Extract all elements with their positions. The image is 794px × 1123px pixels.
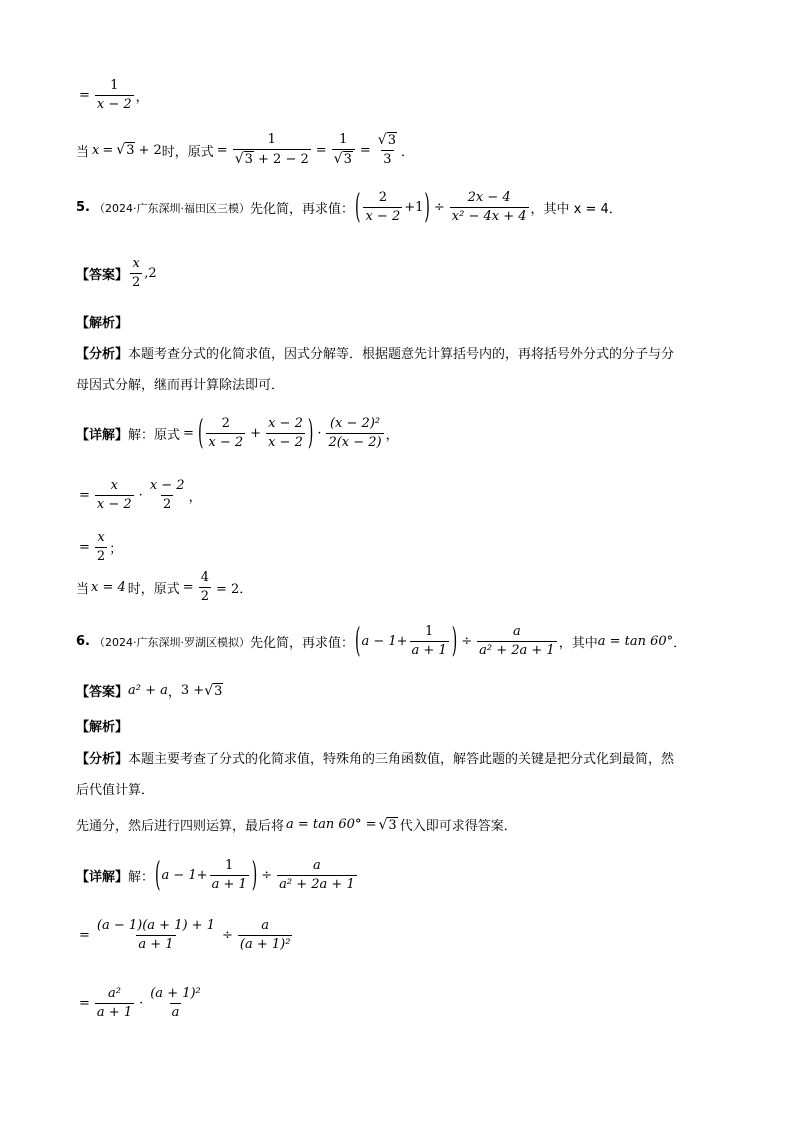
fraction: $\frac{x - 2}{2}$ (149, 478, 185, 512)
fenxi-paragraph-cont: 母因式分解，继而再计算除法即可． (76, 378, 285, 393)
fenxi-paragraph-cont: 后代值计算． (76, 783, 155, 798)
step-line-1: = $\frac{1}{x - 2}$ ， (79, 78, 149, 112)
fraction: 1 √ 3 + 2 − 2 (234, 132, 309, 167)
question-prompt: 先化简，再求值： (249, 636, 354, 651)
fraction: $\frac{1}{a + 1}$ (211, 858, 247, 892)
detail-line-1: 【详解】 解：原式 = ( $\frac{2}{x - 2}$ + $\frac{x - 2}{x - 2}$ ) · $\frac{\text{(x − 2)²}}{2(x - 2)}$ ， (76, 414, 399, 453)
sqrt: √ 3 (116, 142, 135, 158)
fraction: $\frac{1}{a + 1}$ (411, 624, 447, 658)
sqrt: √ 3 (378, 816, 397, 833)
fraction: $\frac{(a - 1)(a + 1) + 1}{a + 1}$ (96, 918, 215, 952)
question-5: 5. （2024·广东深圳·福田区三模） 先化简，再求值： ( $\frac{2}{x - 2}$ +1 ) ÷ $\frac{2x - 4}{\text{x² − 4x + 4}}$ ，其中 x = 4． (76, 188, 622, 227)
fraction: 1 √ 3 (332, 132, 355, 168)
fraction: $\frac{\text{(a + 1)²}}{a}$ (150, 986, 201, 1020)
fraction: $\frac{2x - 4}{\text{x² − 4x + 4}}$ (451, 190, 527, 224)
sqrt: √ 3 (204, 682, 223, 699)
fenxi-paragraph: 【分析】 本题主要考查了分式的化简求值，特殊角的三角函数值，解答此题的关键是把分式化到最简，然 (76, 752, 675, 767)
plan-line: 先通分，然后进行四则运算，最后将 a = tan 60° = √ 3 代入即可求得答案． (76, 816, 517, 834)
question-prompt: 先化简，再求值： (249, 202, 354, 217)
question-number: 5. (76, 200, 90, 215)
question-source: （2024·广东深圳·福田区三模） (93, 201, 250, 215)
fenxi-paragraph: 【分析】 本题考查分式的化简求值，因式分解等．根据题意先计算括号内的，再将括号外分式的分子与分 (76, 347, 675, 362)
fraction: $\frac{2}{x - 2}$ (365, 190, 401, 224)
fraction: $\frac{\text{(x − 2)²}}{2(x - 2)}$ (328, 416, 382, 450)
fraction: √ 3 3 (377, 132, 396, 167)
fraction: $\frac{a}{\text{a² + 2a + 1}}$ (479, 624, 555, 658)
fraction: $\frac{a}{\text{a² + 2a + 1}}$ (279, 858, 355, 892)
fraction: $\frac{1}{x - 2}$ (96, 78, 132, 112)
question-number: 6. (76, 634, 90, 649)
detail-line-1: 【详解】 解： ( a − 1+ $\frac{1}{a + 1}$ ) ÷ $\frac{a}{\text{a² + 2a + 1}}$ (76, 856, 355, 895)
fraction: $\frac{4}{2}$ (200, 570, 209, 604)
fraction: $\frac{a}{\text{(a + 1)²}}$ (239, 918, 291, 952)
analysis-label: 【解析】 (76, 316, 129, 331)
detail-line-4: 当 x = 4 时，原式 = $\frac{4}{2}$ = 2． (76, 570, 253, 604)
answer-label: 【答案】 (76, 685, 129, 700)
detail-line-2: = $\frac{x}{x - 2}$ · $\frac{x - 2}{2}$ ， (79, 478, 202, 512)
fraction: $\frac{\text{a²}}{a + 1}$ (96, 986, 133, 1020)
fraction: $\frac{x}{2}$ (132, 256, 141, 290)
detail-line-3: = $\frac{\text{a²}}{a + 1}$ · $\frac{\text{(a + 1)²}}{a}$ (79, 986, 201, 1020)
question-6: 6. （2024·广东深圳·罗湖区模拟） 先化简，再求值： ( a − 1+ $\frac{1}{a + 1}$ ) ÷ $\frac{a}{\text{a² + 2a + 1}}$ ，其中 a = tan 60° ． (76, 622, 687, 661)
answer-line: 【答案】 $\frac{x}{2}$ ,2 (76, 256, 157, 290)
eq-sign: = (79, 88, 90, 103)
detail-line-2: = $\frac{(a - 1)(a + 1) + 1}{a + 1}$ ÷ $\frac{a}{\text{(a + 1)²}}$ (79, 918, 291, 952)
answer-line: 【答案】 a² + a ， 3 + √ 3 (76, 682, 223, 700)
analysis-label: 【解析】 (76, 720, 129, 735)
fraction: $\frac{x - 2}{x - 2}$ (268, 416, 303, 450)
detail-line-3: = $\frac{x}{2}$ ； (79, 530, 123, 564)
fraction: $\frac{x}{x - 2}$ (96, 478, 132, 512)
fraction: $\frac{2}{x - 2}$ (208, 416, 244, 450)
fraction: $\frac{x}{2}$ (96, 530, 106, 564)
answer-label: 【答案】 (76, 268, 129, 283)
question-source: （2024·广东深圳·罗湖区模拟） (93, 635, 250, 649)
step-line-2: 当 x = √ 3 + 2 时，原式 = 1 √ 3 + 2 − 2 = 1 √ 3 = √ 3 3 ． (76, 132, 414, 167)
